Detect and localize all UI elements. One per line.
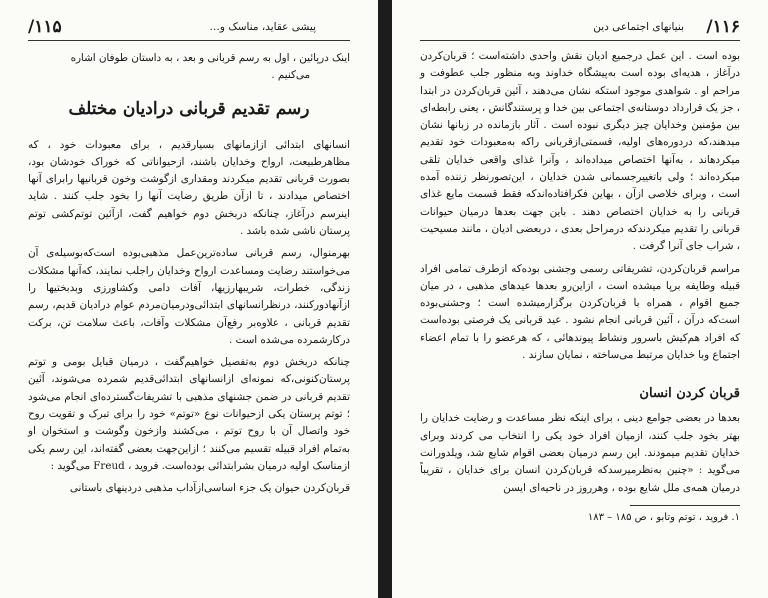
page-number: ۱۱۵/ <box>28 17 62 37</box>
paragraph: انسانهای ابتدائی ازازمانهای بسیارقدیم ، برای معبودات خود ، که مظاهرطبیعت، ارواح وخدایان باشند، ازحیواناتی که خوراک خودشان بود، بصورت قربانی تقدیم میکردند ومقداری ازگوشت وخون قربانیها رابرای آنها اختصاص میدادند ، تا ازآن طریق رضایت آنها را بخود جلب کنند . شاید اینرسم درآغاز، چنانکه دربخش دوم خواهیم گفت، ازآئین توتم‌کشی توتم پرستان ناشی شده باشد . <box>28 138 350 238</box>
footnote-rule <box>630 505 740 506</box>
running-title: بنیانهای اجتماعی دین <box>593 21 684 33</box>
page-body <box>28 50 350 503</box>
paragraph: مراسم قربان‌کردن، تشریفاتی رسمی وجشنی بوده‌که ازطرف تمامی افراد قبیله وطایفه برپا میشده است ، ازاین‌رو بعدها عیدهای مذهبی ، در میان جمیع اقوام ، همراه با قربان‌کردن برگزارمیشده است ؛ وجشنی‌بوده است‌که درآن ، آئین قربانی انجام نشود . عید قربانی یک فرصتی بوده‌است که افراد هم‌کیش باسرور ونشاط پیوندهائی ، که هرعضو را با تمام اعضاء اجتماع وبا خدایان مرتبط می‌ساخته ، نمایان سازند . <box>420 262 740 362</box>
page-header <box>28 14 350 41</box>
book-gutter <box>378 0 392 598</box>
paragraph: بهرمنوال، رسم قربانی ساده‌ترین‌عمل مذهبی‌بوده است‌که‌بوسیله‌ی آن می‌خواستند رضایت ومساعدت ارواح وخدایان راجلب نمایند، که‌آنها مشکلات زندگی، خطرات، شریبهارزیها، آفات دامی وکشاورزی وبدبختیها را ازآنهادورکنند، درنظرانسانهای ابتدائی‌ودرمیان‌مردم عوام درادیان قدیم، رسم تقدیم قربانی ، علاوه‌بر رفع‌آن مشکلات وآفات، باعث سلامت تن، برکت درکارشمرده می‌شده است . <box>28 247 350 346</box>
footnote: ۱. فروید ، توتم وتابو ، ص ۱۸۵ – ۱۸۳ <box>587 511 740 523</box>
paragraph: بوده است . این عمل درجمیع ادیان نقش واحدی داشته‌است ؛ قربان‌کردن درآغاز ، هدیه‌ای بوده است به‌پیشگاه خداوند وبه منظور جلب عطوفت و مراحم او . شواهدی موجود استکه نشان می‌دهند ، آئین قربان‌کردن در ابتدا ، جز یک قرارداد دوستانه‌ی اجتماعی بین خدا و پرستندگانش ، یعنی رابطه‌ای بین مؤمنین وخدایان چیز دیگری نبوده است . آثار بازمانده در زبانها نشان میدهند،که دردوره‌های اولیه، قسمتی‌ازقربانی راکه به‌معبودات خود تقدیم میکردهاند ، به‌آنها اختصاص میداده‌اند ، وآنرا غذای واقعی خدایان تلقی میکرده‌اند ؛ ولی باتغییرجسمانی شدن خدایان ، این‌تصورنظر زننده آمده است ، وبرای خلاصی ازآن ، بهاین فکرافتاده‌اندکه فقط قسمت مایع غذای قربانی را به خدایان اختصاص دهند . باین جهت بعدها درمیان حیوانات قربانی را تقدیم میکردندکه درمراحل بعدی ، دربعضی ادیان ، مانند مسیحیت ، شراب جای آنرا گرفت . <box>420 50 740 253</box>
paragraph: قربان‌کردن حیوان یک جزء اساسی‌ازآداب مذهبی دردینهای باستانی <box>69 482 350 495</box>
section-title: قربان کردن انسان <box>639 386 740 402</box>
page-body <box>420 48 740 523</box>
paragraph: چنانکه دربخش دوم به‌تفصیل خواهیم‌گفت ، درمیان قبایل بومی و توتم پرستان‌کنونی،که نمونه‌ای ازانسانهای ابتدائی‌قدیم شمرده می‌شوند، آئین تقدیم قربانی در ضمن جشنهای مذهبی با تشریفات‌گسترده‌ای انجام می‌شود ؛ توتم پرستان یکی ازحیوانات نوع «توتم» خود را برای تبرک و تقویت روح خود واتصال آن با روح توتم ، می‌کشند وازخون وگوشت و استخوان او به‌تمام افراد قبیله تقسیم می‌کنند ؛ ازاین‌جهت بعضی گفته‌اند، این رسم یکی ازمناسک اولیه درمیان بشرابتدائی بوده‌است. فروید ، Freud می‌گوید : <box>28 356 350 472</box>
page-number: ۱۱۶/ <box>706 17 740 37</box>
intro-line: می‌کنیم . <box>271 69 310 82</box>
left-page <box>0 0 378 598</box>
paragraph: بعدها در بعضی جوامع دینی ، برای اینکه نظر مساعدت و رضایت خدایان را بهتر بخود جلب کنند، ازمیان افراد خود یکی را انتخاب می کردند وبرای خدایان تقدیم میمودند. این رسم درمیان بعضی اقوام شایع شد، ویلدورانت می‌گوید : «چنین به‌نظرمیرسدکه قربان‌کردن انسان برای خدایان ، تقریباً درمیان همه‌ی ملل شایع بوده ، وهرروز در ناحیه‌ای ایسن <box>420 412 740 494</box>
running-title: پیشی عقاید، مناسک و… <box>209 21 316 33</box>
chapter-title: رسم تقدیم قربانی درادیان مختلف <box>68 98 310 119</box>
right-page <box>392 0 768 598</box>
intro-line: اینک درپائین ، اول به رسم قربانی و بعد ، به داستان طوفان اشاره <box>70 52 350 64</box>
page-header <box>420 14 740 41</box>
